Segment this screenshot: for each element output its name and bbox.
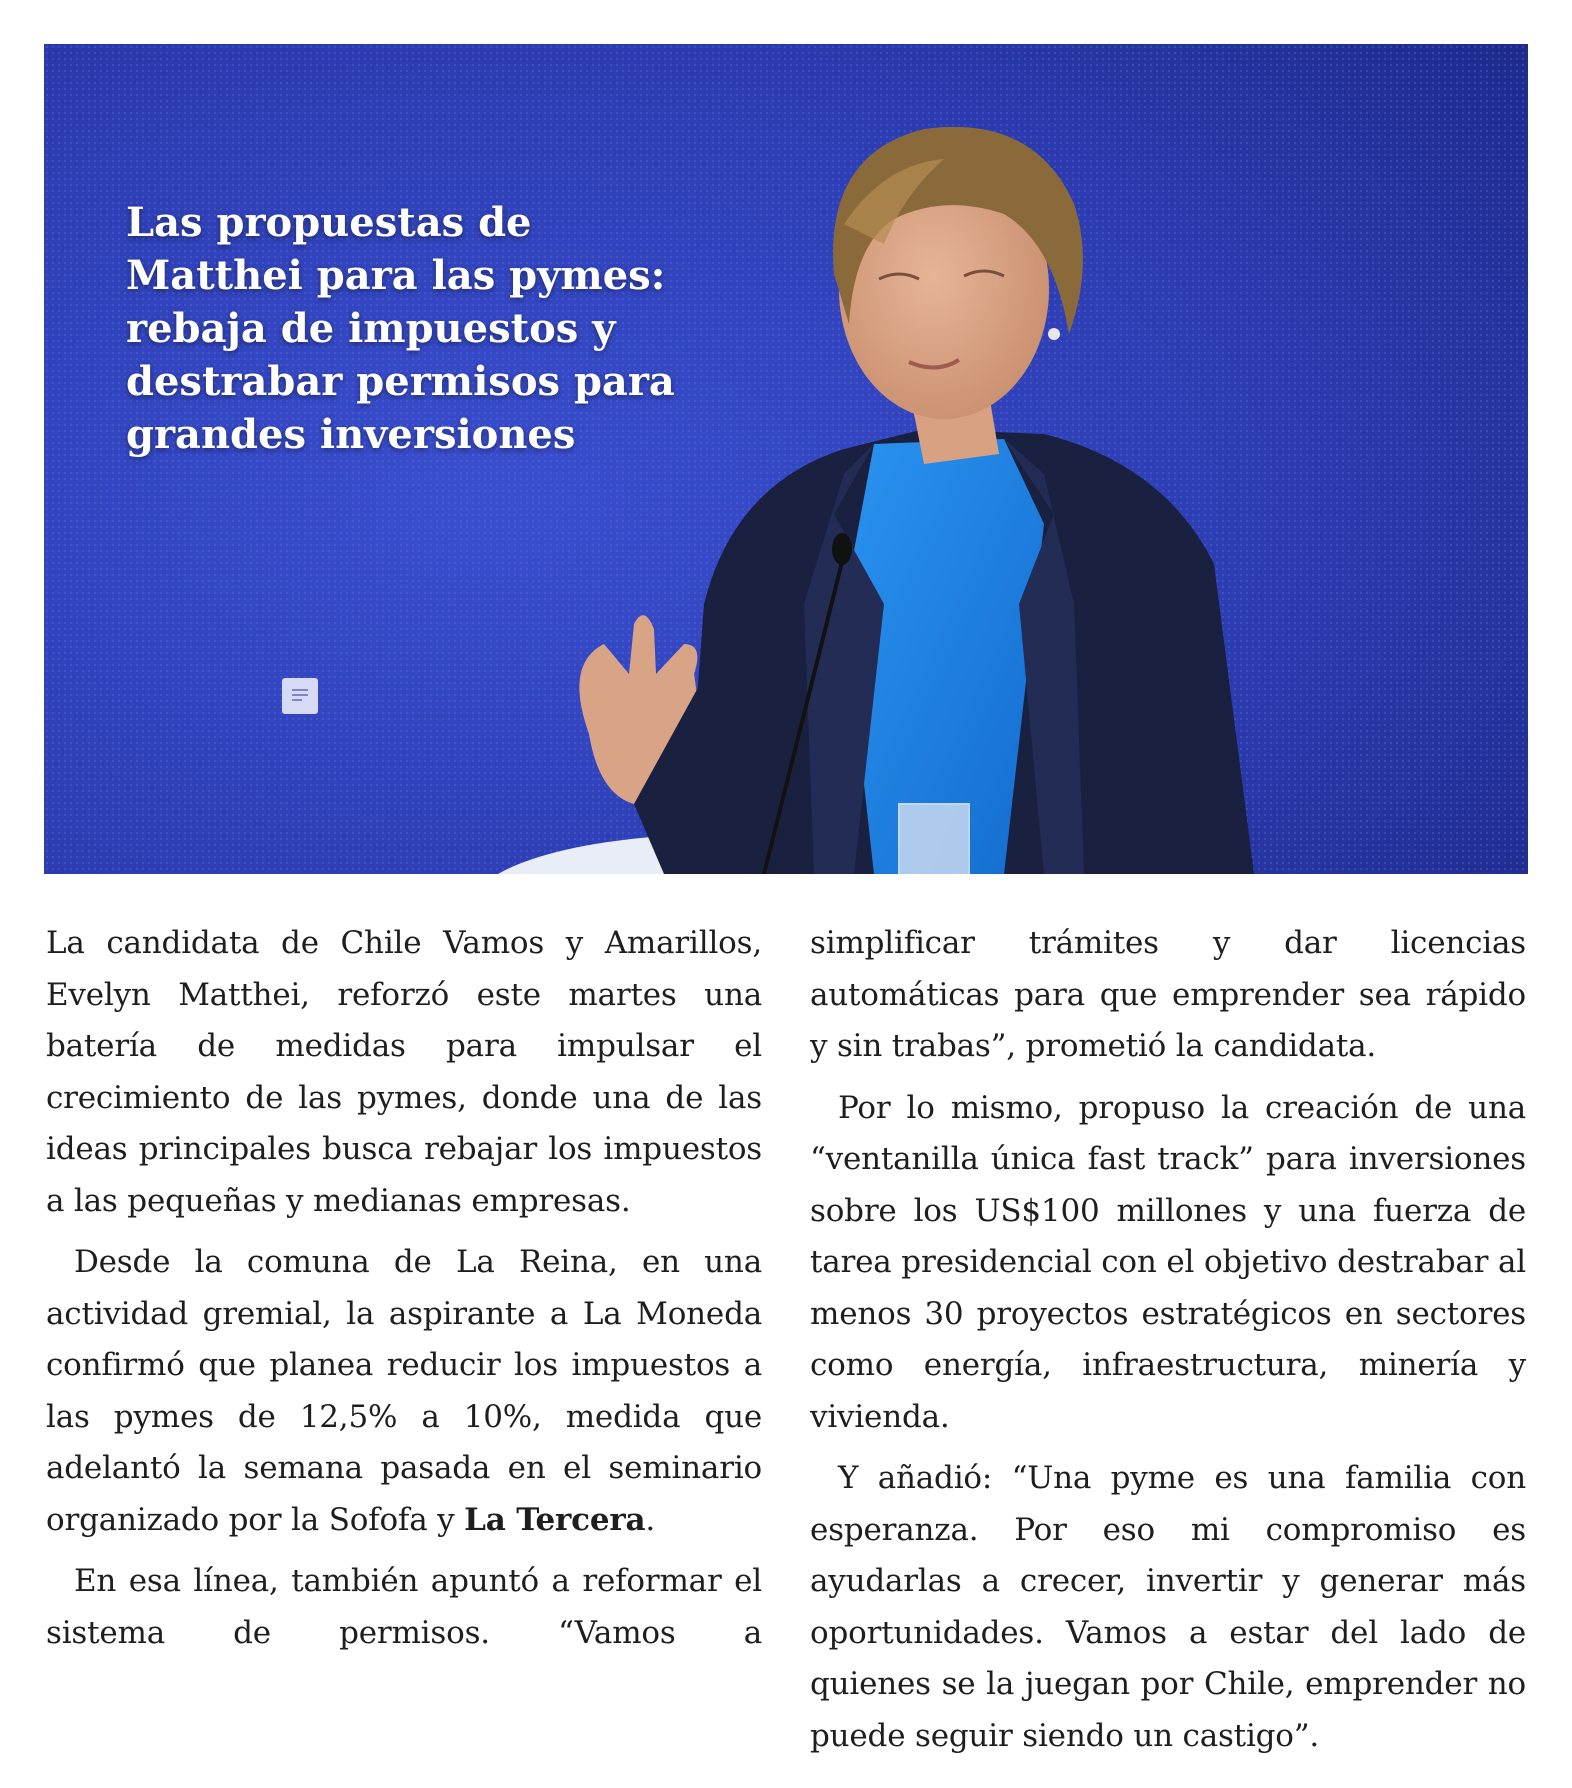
paragraph-end: . (645, 1501, 656, 1538)
paragraph: La candidata de Chile Vamos y Amarillos, Evelyn Matthei, reforzó este martes una batería de medidas para impulsar el crecimiento de las pymes, donde una de las ideas principales busca rebajar los impuestos a las pequeñas y medianas empresas. (46, 925, 762, 1219)
note-icon[interactable] (282, 678, 318, 714)
headline: Las propuestas de Matthei para las pymes: rebaja de impuestos y destrabar permisos para grandes inversiones (126, 199, 675, 458)
paragraph: En esa línea, también apuntó a reformar el sistema de permisos. “Vamos a (46, 1563, 762, 1651)
paragraph: Por lo mismo, propuso la creación de una “ventanilla única fast track” para inversiones sobre los US$100 millones y una fuerza de tarea presidencial con el objetivo destrabar al menos 30 proyectos estratégicos en sectores como energía, infraestructura, minería y vivienda. (810, 1089, 1526, 1435)
paragraph: Y añadió: “Una pyme es una familia con esperanza. Por eso mi compromiso es ayudarlas a crecer, invertir y generar más oportunidades. Vamos a estar del lado de quienes se la juegan por Chile, emprender no puede seguir siendo un castigo”. (810, 1460, 1526, 1754)
newspaper-name: La Tercera (464, 1501, 646, 1538)
paragraph-text: Desde la comuna de La Reina, en una actividad gremial, la aspirante a La Moneda confirmó que planea reducir los impuestos a las pymes de 12,5% a 10%, medida que adelantó la semana pasada en el seminario organizado por la Sofofa y (46, 1244, 762, 1538)
paragraph (46, 1237, 762, 1546)
column-right (810, 918, 1526, 1772)
article-body (46, 918, 1526, 1772)
paragraph: simplificar trámites y dar licencias automáticas para que emprender sea rápido y sin trabas”, prometió la candidata. (810, 925, 1526, 1064)
column-left (46, 918, 762, 1772)
article-photo (44, 44, 1528, 874)
